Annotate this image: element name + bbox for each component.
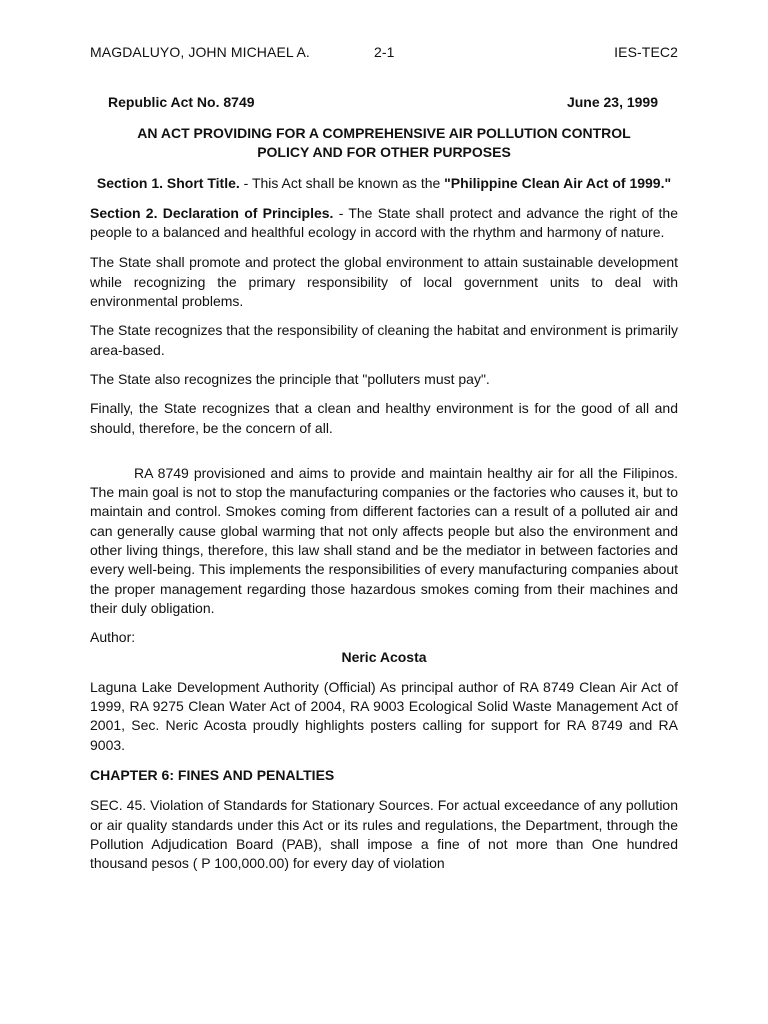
principle-paragraph: The State shall promote and protect the global environment to attain sustainable development while recognizing the primary responsibility of local government units to deal with environmental problems. [90, 254, 678, 310]
act-title-line1: AN ACT PROVIDING FOR A COMPREHENSIVE AIR POLLUTION CONTROL [137, 125, 631, 141]
principle-paragraph: The State also recognizes the principle that "polluters must pay". [90, 370, 490, 387]
sec45-paragraph: SEC. 45. Violation of Standards for Stationary Sources. For actual exceedance of any pollution or air quality standards under this Act or its rules and regulations, the Department, through the Pollution Adjudication Board (PAB), shall impose a fine of not more than One hundred thousand pesos ( P 100,000.00) for every day of violation [90, 797, 678, 872]
ra-line [108, 93, 658, 113]
document-body [90, 93, 678, 874]
section1-short-title: "Philippine Clean Air Act of 1999." [444, 174, 672, 191]
section1-text: - This Act shall be known as the [239, 174, 445, 191]
author-bio: Laguna Lake Development Authority (Official) As principal author of RA 8749 Clean Air Act of 1999, RA 9275 Clean Water Act of 2004, RA 9003 Ecological Solid Waste Management Act of 2001, Sec. Neric Acosta proudly highlights posters calling for support for RA 8749 and RA 9003. [90, 678, 678, 753]
section2-paragraph [90, 204, 678, 243]
author-name: Neric Acosta [341, 648, 427, 665]
section2-heading: Section 2. Declaration of Principles. [90, 204, 334, 221]
ra-date: June 23, 1999 [566, 94, 658, 110]
student-name: MAGDALUYO, JOHN MICHAEL A. [90, 44, 310, 60]
reflection-paragraph: RA 8749 provisioned and aims to provide and maintain healthy air for all the Filipinos. The main goal is not to stop the manufacturing companies or the factories who causes it, but to maintain and control. Smokes coming from different factories can a result of a polluted air and can generally cause global warming that not only affects people but also the environment and other living things, therefore, this law shall stand and be the mediator in between factories and every well-being. This implements the responsibilities of every manufacturing companies about the proper management regarding those hazardous smokes coming from their machines and their duly obligation. [90, 464, 678, 616]
section1-heading: Section 1. Short Title. [96, 174, 240, 191]
act-title [90, 124, 678, 163]
author-label: Author: [90, 629, 136, 646]
section-code: 2-1 [374, 44, 395, 60]
principle-paragraph: The State recognizes that the responsibility of cleaning the habitat and environment is primarily area-based. [90, 322, 678, 358]
ra-number: Republic Act No. 8749 [108, 94, 255, 110]
section1-paragraph [90, 174, 678, 193]
section2-text: - The State shall protect and advance the right of the people to a balanced and healthful ecology in accord with the rhythm and harmony of nature. [90, 204, 678, 241]
page-header [90, 44, 678, 64]
act-title-line2: POLICY AND FOR OTHER PURPOSES [257, 144, 511, 161]
principle-paragraph: Finally, the State recognizes that a clean and healthy environment is for the good of all and should, therefore, be the concern of all. [90, 400, 678, 436]
chapter-heading: CHAPTER 6: FINES AND PENALTIES [90, 767, 335, 784]
course-code: IES-TEC2 [614, 44, 678, 60]
